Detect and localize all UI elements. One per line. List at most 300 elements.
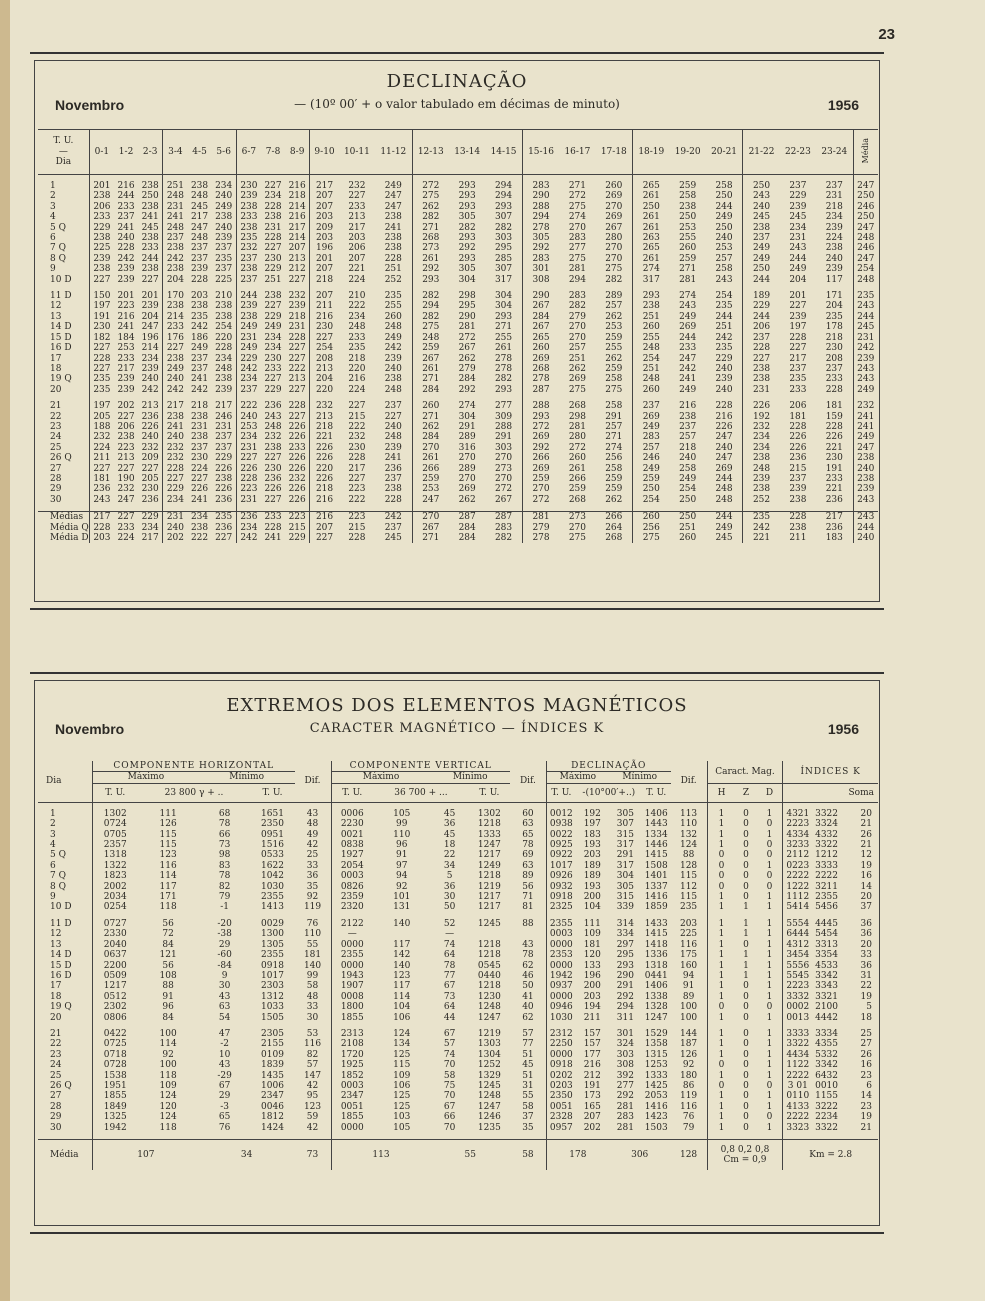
- cell: 56: [162, 960, 174, 971]
- cell: 235: [743, 512, 780, 523]
- table-row: [38, 992, 878, 1002]
- cell: 233: [117, 201, 135, 212]
- cell: 222: [190, 533, 209, 543]
- cell: 222: [285, 364, 310, 374]
- cell: 3233: [786, 840, 810, 851]
- cell: 275: [596, 385, 633, 395]
- cell: 1416: [644, 1101, 668, 1112]
- cell: 257: [706, 254, 743, 264]
- cell: 232: [138, 443, 163, 453]
- cell: 0938: [549, 819, 573, 830]
- cell: 42: [295, 840, 332, 850]
- cell: 248: [348, 322, 366, 333]
- cell: 291: [616, 850, 634, 861]
- cell: 1212: [815, 850, 839, 861]
- cell: 3322: [786, 1039, 810, 1050]
- cell: 244: [752, 311, 771, 322]
- cell: 0046: [261, 1101, 284, 1112]
- cell: 226: [789, 442, 807, 453]
- cell: 260: [375, 312, 412, 322]
- table-row: [38, 374, 878, 384]
- cell: 237: [789, 181, 807, 191]
- cell: 223: [117, 301, 135, 312]
- cell: 124: [159, 1091, 177, 1102]
- cell: 203: [190, 291, 209, 302]
- cell: 0203: [549, 1080, 573, 1091]
- cell: 48: [295, 992, 332, 1002]
- cell: 1: [718, 1049, 725, 1060]
- cell: 238: [240, 222, 258, 233]
- header-dif-d: Dif.: [671, 761, 708, 802]
- cell: 0051: [549, 1101, 573, 1112]
- cell: 235: [212, 512, 237, 523]
- cell: 0937: [549, 981, 573, 992]
- cell: 21: [860, 819, 872, 830]
- cell: 269: [458, 484, 476, 495]
- table-row: [38, 453, 878, 463]
- row-label: 1: [38, 809, 93, 819]
- cell: 242: [240, 363, 258, 374]
- cell: 238: [789, 522, 807, 533]
- row-label: 27: [38, 1091, 93, 1101]
- cell: 78: [218, 819, 231, 830]
- cell: 119: [671, 1091, 708, 1101]
- cell: 227: [117, 411, 135, 422]
- row-label: 11 D: [38, 291, 89, 301]
- cell: 49: [295, 830, 332, 840]
- cell: 0728: [103, 1060, 127, 1071]
- cell: 43: [295, 809, 332, 819]
- cell: 243: [853, 512, 878, 523]
- table-row: [38, 191, 878, 201]
- cell: 1: [757, 1050, 783, 1060]
- cell: 2350: [549, 1091, 573, 1102]
- footer-ddif: 128: [671, 1140, 708, 1171]
- table-row: [38, 495, 878, 505]
- cell: 253: [706, 243, 743, 253]
- cell: 27: [860, 1039, 872, 1050]
- cell: 36: [860, 960, 872, 971]
- cell: 239: [138, 301, 163, 311]
- cell: 1: [718, 960, 725, 971]
- cell: 99: [295, 971, 332, 981]
- cell: 0: [757, 1081, 783, 1091]
- cell: 226: [285, 453, 310, 463]
- footer-hmax: 107: [93, 1140, 199, 1171]
- cell: 236: [236, 512, 261, 523]
- cell: 140: [295, 961, 332, 971]
- cell: 0: [718, 850, 725, 861]
- cell: 1247: [477, 1012, 501, 1023]
- cell: 232: [348, 181, 366, 191]
- cell: 97: [396, 860, 408, 871]
- cell: 227: [166, 473, 184, 484]
- footer-row: [38, 533, 878, 543]
- cell: 0946: [549, 1002, 573, 1013]
- cell: 4312: [786, 939, 810, 950]
- cell: 303: [616, 1049, 634, 1060]
- cell: 5: [866, 1002, 872, 1013]
- cell: 16: [860, 1060, 872, 1071]
- cell: 232: [348, 432, 366, 443]
- cell: 3333: [786, 1028, 810, 1039]
- cell: 3313: [815, 939, 839, 950]
- cell: 218: [315, 484, 334, 495]
- cell: 2355: [815, 892, 839, 903]
- cell: 1017: [549, 860, 573, 871]
- cell: 45: [510, 1060, 547, 1070]
- cell: 1235: [477, 1122, 501, 1133]
- cell: 1218: [477, 981, 501, 992]
- cell: 247: [857, 181, 875, 191]
- cell: 208: [315, 353, 334, 364]
- cell: 244: [240, 291, 258, 302]
- cell: 238: [240, 201, 258, 212]
- cell: 0926: [549, 871, 573, 882]
- cell: 30: [443, 892, 456, 903]
- cell: 292: [532, 243, 550, 254]
- cell: 244: [117, 191, 135, 202]
- declination-month: Novembro: [55, 97, 125, 113]
- row-label: 18: [38, 992, 93, 1002]
- cell: 1017: [261, 970, 284, 981]
- cell: 228: [117, 243, 135, 254]
- cell: 248: [857, 274, 875, 285]
- cell: 269: [642, 411, 660, 422]
- cell: 6444: [786, 929, 810, 940]
- cell: 233: [285, 443, 310, 453]
- cell: 231: [212, 422, 237, 432]
- header-tu: T. U.: [250, 783, 294, 802]
- cell: 4434: [786, 1049, 810, 1060]
- table-row: [38, 819, 878, 829]
- cell: 244: [706, 474, 743, 484]
- col-header-hour: 18-19: [633, 130, 670, 175]
- table-row: [38, 871, 878, 881]
- cell: 222: [240, 401, 258, 412]
- cell: 210: [212, 291, 237, 301]
- cell: 275: [568, 201, 587, 212]
- cell: 238: [375, 212, 412, 222]
- cell: 278: [532, 533, 550, 543]
- cell: 240: [857, 463, 875, 474]
- cell: 231: [789, 233, 807, 244]
- table-row: [38, 1039, 878, 1049]
- cell: 213: [117, 453, 135, 464]
- table-row: [38, 892, 878, 902]
- cell: 128: [671, 861, 708, 871]
- cell: 226: [315, 442, 334, 453]
- cell: 269: [532, 353, 550, 364]
- cell: 2034: [103, 892, 127, 903]
- cell: 4445: [815, 918, 839, 929]
- cell: 1: [718, 902, 725, 913]
- cell: 181: [583, 939, 601, 950]
- cell: 275: [568, 533, 587, 543]
- cell: 92: [671, 1060, 708, 1070]
- cell: 1927: [340, 850, 364, 861]
- cell: 192: [752, 411, 771, 422]
- cell: 242: [166, 384, 184, 395]
- cell: 79: [671, 1123, 708, 1133]
- cell: 262: [422, 201, 440, 212]
- cell: 239: [789, 484, 807, 495]
- cell: 2350: [261, 819, 284, 830]
- cell: 0109: [261, 1049, 284, 1060]
- table-row: [38, 264, 878, 274]
- cell: 214: [166, 311, 184, 322]
- cell: 232: [752, 421, 771, 432]
- cell: 205: [93, 411, 111, 422]
- cell: 238: [240, 264, 258, 275]
- cell: 240: [706, 443, 743, 453]
- row-label: 14 D: [38, 322, 89, 332]
- cell: 237: [375, 401, 412, 411]
- cell: 226: [212, 464, 237, 474]
- cell: 45: [443, 829, 456, 840]
- cell: 157: [583, 1028, 601, 1039]
- cell: 239: [789, 311, 807, 322]
- cell: 76: [218, 1122, 231, 1133]
- cell: 250: [857, 191, 875, 202]
- cell: 36: [295, 871, 332, 881]
- cell: 235: [671, 902, 708, 912]
- cell: 273: [559, 512, 595, 523]
- cell: 234: [212, 181, 237, 191]
- cell: 232: [315, 401, 334, 412]
- cell: 117: [393, 939, 411, 950]
- cell: 197: [789, 322, 807, 333]
- cell: 208: [816, 354, 853, 364]
- cell: 238: [166, 243, 184, 254]
- cell: 0: [743, 881, 749, 892]
- cell: 230: [264, 353, 282, 364]
- cell: 1622: [261, 860, 284, 871]
- cell: 234: [789, 222, 807, 233]
- cell: 1305: [261, 939, 284, 950]
- cell: 2325: [549, 902, 573, 913]
- cell: 229: [285, 533, 310, 543]
- col-header-hour: 21-22: [743, 130, 780, 175]
- row-label: 12: [38, 929, 93, 939]
- cell: -3: [220, 1101, 229, 1112]
- cell: 1: [757, 940, 783, 950]
- row-label: 1: [38, 181, 89, 191]
- cell: 133: [583, 960, 601, 971]
- table-row: [38, 1081, 878, 1091]
- cell: 88: [671, 850, 708, 860]
- cell: 270: [568, 522, 587, 533]
- cell: 230: [138, 484, 163, 494]
- cell: 26: [860, 1049, 872, 1060]
- cell: 237: [240, 274, 258, 285]
- cell: 228: [816, 385, 853, 395]
- cell: 252: [752, 494, 771, 505]
- cell: 240: [117, 233, 135, 244]
- cell: 115: [393, 1060, 411, 1071]
- cell: 261: [642, 191, 660, 202]
- cell: 1433: [644, 918, 668, 929]
- cell: 120: [583, 950, 601, 961]
- cell: 3333: [815, 860, 839, 871]
- row-label: 20: [38, 1013, 93, 1023]
- cell: 261: [568, 463, 587, 474]
- cell: 197: [93, 301, 111, 312]
- cell: 20: [860, 939, 872, 950]
- cell: 115: [671, 871, 708, 881]
- cell: 292: [616, 991, 634, 1002]
- cell: 218: [190, 401, 209, 412]
- cell: 0: [743, 1091, 749, 1102]
- cell: 217: [138, 533, 163, 543]
- cell: 259: [596, 364, 633, 374]
- cell: 235: [212, 254, 237, 264]
- cell: 1855: [103, 1091, 127, 1102]
- cell: 1217: [477, 850, 501, 861]
- row-label: 18: [38, 364, 89, 374]
- cell: 317: [616, 860, 634, 871]
- cell: 249: [642, 421, 660, 432]
- cell: 234: [264, 332, 282, 343]
- cell: 1: [718, 1122, 725, 1133]
- cell: 1800: [340, 1002, 364, 1013]
- cell: 245: [789, 212, 807, 223]
- cell: 229: [706, 354, 743, 364]
- cell: 2222: [786, 1112, 810, 1123]
- cell: 0010: [815, 1080, 839, 1091]
- cell: 44: [443, 1012, 456, 1023]
- cell: 244: [679, 332, 697, 343]
- cell: 1925: [340, 1060, 364, 1071]
- table-row: [38, 1102, 878, 1112]
- cell: 1: [718, 1112, 725, 1123]
- footer-dmin: 306: [609, 1140, 671, 1171]
- cell: 226: [285, 495, 310, 505]
- cell: 241: [857, 421, 875, 432]
- cell: 204: [138, 312, 163, 322]
- cell: 254: [857, 264, 875, 275]
- cell: 34: [443, 860, 456, 871]
- cell: 232: [285, 474, 310, 484]
- cell: 238: [375, 233, 412, 243]
- cell: 201: [138, 291, 163, 301]
- cell: 258: [679, 463, 697, 474]
- cell: 1: [757, 1102, 783, 1112]
- cell: 229: [93, 222, 111, 233]
- cell: 288: [485, 422, 522, 432]
- cell: 216: [706, 412, 743, 422]
- cell: 0: [718, 1002, 725, 1013]
- cell: 1: [757, 971, 783, 981]
- table-row: [38, 243, 878, 253]
- cell: 238: [93, 191, 111, 202]
- cell: 237: [166, 233, 184, 244]
- cell: 227: [117, 463, 135, 474]
- cell: 194: [583, 1002, 601, 1013]
- cell: 115: [671, 892, 708, 902]
- cell: 266: [568, 473, 587, 484]
- cell: 106: [393, 1012, 411, 1023]
- cell: 1: [718, 1039, 725, 1050]
- cell: 1: [757, 1071, 783, 1081]
- cell: 70: [443, 1091, 456, 1102]
- cell: 55: [510, 1091, 547, 1101]
- header-dif-v: Dif.: [510, 761, 547, 802]
- cell: 255: [375, 301, 412, 311]
- row-label: 30: [38, 1123, 93, 1133]
- cell: 284: [422, 432, 440, 443]
- cell: 224: [190, 463, 209, 474]
- cell: 1: [743, 929, 749, 940]
- cell: 116: [671, 1102, 708, 1112]
- cell: 1: [757, 992, 783, 1002]
- cell: 317: [616, 840, 634, 851]
- cell: 203: [583, 850, 601, 861]
- cell: 227: [93, 463, 111, 474]
- cell: 46: [510, 971, 547, 981]
- header-dif-h: Dif.: [295, 761, 332, 802]
- cell: 206: [93, 201, 111, 212]
- cell: 284: [532, 311, 550, 322]
- row-label: 9: [38, 892, 93, 902]
- cell: 293: [458, 253, 476, 264]
- cell: 216: [285, 212, 310, 222]
- cell: 275: [642, 533, 660, 543]
- cell: 281: [679, 274, 697, 285]
- cell: 307: [616, 819, 634, 830]
- cell: 270: [412, 512, 449, 523]
- cell: 110: [393, 829, 411, 840]
- cell: 0: [743, 1112, 749, 1123]
- cell: 234: [188, 512, 212, 523]
- cell: 266: [596, 512, 633, 523]
- cell: 243: [857, 301, 875, 312]
- row-label: 5 Q: [38, 850, 93, 860]
- cell: 240: [706, 233, 743, 243]
- cell: 266: [422, 463, 440, 474]
- cell: 236: [264, 401, 282, 412]
- col-header-tu-dia: T. U. — Dia: [38, 130, 89, 175]
- cell: [469, 929, 510, 939]
- cell: 230: [240, 181, 258, 191]
- cell: 0441: [644, 970, 668, 981]
- cell: 216: [285, 181, 310, 191]
- cell: 250: [706, 223, 743, 233]
- col-header-tu: T. U.: [53, 136, 74, 147]
- cell: 5545: [786, 970, 810, 981]
- cell: 270: [568, 332, 587, 343]
- cell: 0: [743, 939, 749, 950]
- header-indices: ÍNDICES K: [783, 761, 878, 783]
- cell: 216: [117, 311, 135, 322]
- cell: 245: [190, 201, 209, 212]
- cell: 91: [671, 981, 708, 991]
- table-row: [38, 1071, 878, 1081]
- cell: 201: [315, 253, 334, 264]
- table-row: [38, 940, 878, 950]
- cell: 243: [857, 374, 875, 385]
- cell: 175: [671, 950, 708, 960]
- cell: 1859: [644, 902, 668, 913]
- table-row: [38, 919, 878, 929]
- table-row: [38, 1060, 878, 1070]
- cell: 282: [568, 301, 587, 312]
- cell: 0806: [103, 1012, 127, 1023]
- cell: 131: [393, 902, 411, 913]
- cell: 305: [616, 881, 634, 892]
- row-label: 24: [38, 1060, 93, 1070]
- cell: 246: [857, 243, 875, 254]
